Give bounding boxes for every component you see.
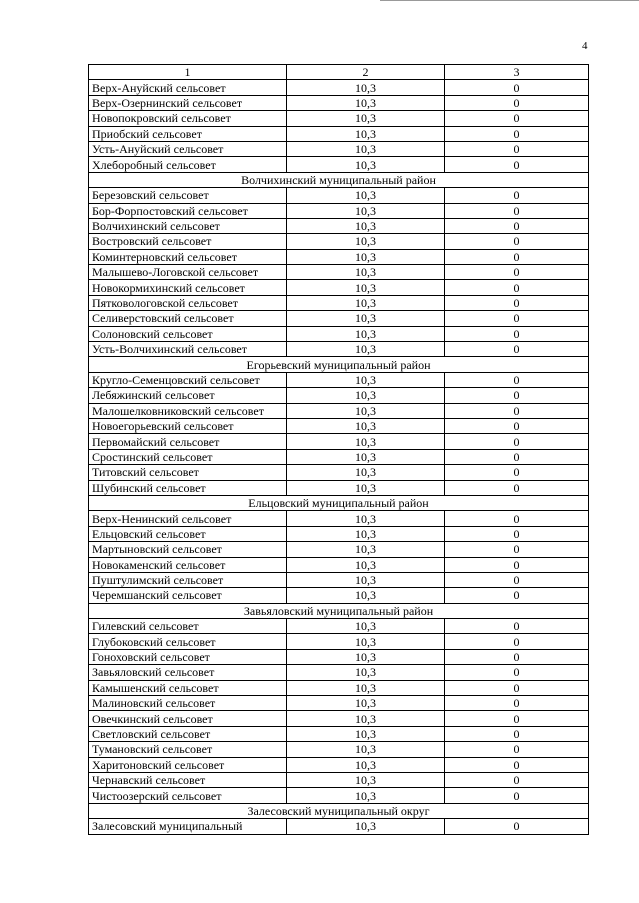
table-row	[89, 218, 589, 233]
table-row	[89, 480, 589, 495]
table-row	[89, 80, 589, 95]
name-cell: Первомайский сельсовет	[89, 434, 287, 449]
value-cell-2: 10,3	[287, 757, 445, 772]
table-row	[89, 372, 589, 387]
value-cell-2: 10,3	[287, 95, 445, 110]
table-row	[89, 757, 589, 772]
table-row	[89, 449, 589, 464]
value-cell-2: 10,3	[287, 680, 445, 695]
name-cell: Малиновский сельсовет	[89, 696, 287, 711]
table-row	[89, 203, 589, 218]
table-row	[89, 326, 589, 341]
table-row	[89, 157, 589, 172]
value-cell-2: 10,3	[287, 711, 445, 726]
table-row	[89, 696, 589, 711]
name-cell: Пятковологовской сельсовет	[89, 295, 287, 310]
value-cell-2: 10,3	[287, 434, 445, 449]
name-cell: Волчихинский сельсовет	[89, 218, 287, 233]
value-cell-2: 10,3	[287, 572, 445, 587]
value-cell-3: 0	[445, 188, 589, 203]
value-cell-3: 0	[445, 342, 589, 357]
header-cell-3: 3	[445, 65, 589, 80]
value-cell-2: 10,3	[287, 726, 445, 741]
table-row	[89, 465, 589, 480]
value-cell-2: 10,3	[287, 742, 445, 757]
value-cell-3: 0	[445, 649, 589, 664]
value-cell-2: 10,3	[287, 649, 445, 664]
table-row	[89, 711, 589, 726]
section-header-row	[89, 495, 589, 510]
table-row	[89, 388, 589, 403]
value-cell-3: 0	[445, 465, 589, 480]
name-cell: Верх-Озернинский сельсовет	[89, 95, 287, 110]
header-cell-2: 2	[287, 65, 445, 80]
table-row	[89, 111, 589, 126]
value-cell-2: 10,3	[287, 141, 445, 156]
value-cell-2: 10,3	[287, 311, 445, 326]
name-cell: Харитоновский сельсовет	[89, 757, 287, 772]
table-row	[89, 619, 589, 634]
section-header-row	[89, 172, 589, 187]
value-cell-2: 10,3	[287, 249, 445, 264]
name-cell: Чернавский сельсовет	[89, 772, 287, 787]
name-cell: Новоегорьевский сельсовет	[89, 418, 287, 433]
name-cell: Усть-Ануйский сельсовет	[89, 141, 287, 156]
name-cell: Ельцовский сельсовет	[89, 526, 287, 541]
value-cell-2: 10,3	[287, 388, 445, 403]
name-cell: Лебяжинский сельсовет	[89, 388, 287, 403]
name-cell: Новокаменский сельсовет	[89, 557, 287, 572]
table-row	[89, 649, 589, 664]
value-cell-3: 0	[445, 418, 589, 433]
table-row	[89, 434, 589, 449]
value-cell-3: 0	[445, 326, 589, 341]
value-cell-2: 10,3	[287, 372, 445, 387]
section-title: Ельцовский муниципальный район	[89, 495, 589, 510]
name-cell: Гилевский сельсовет	[89, 619, 287, 634]
table-row	[89, 634, 589, 649]
table-row	[89, 526, 589, 541]
value-cell-3: 0	[445, 588, 589, 603]
page-number: 4	[582, 40, 588, 52]
table-row	[89, 265, 589, 280]
value-cell-3: 0	[445, 526, 589, 541]
data-table	[88, 64, 589, 835]
name-cell: Шубинский сельсовет	[89, 480, 287, 495]
name-cell: Востровский сельсовет	[89, 234, 287, 249]
name-cell: Глубоковский сельсовет	[89, 634, 287, 649]
value-cell-3: 0	[445, 742, 589, 757]
section-header-row	[89, 603, 589, 618]
table-row	[89, 295, 589, 310]
value-cell-2: 10,3	[287, 418, 445, 433]
value-cell-3: 0	[445, 726, 589, 741]
value-cell-2: 10,3	[287, 295, 445, 310]
name-cell: Верх-Ненинский сельсовет	[89, 511, 287, 526]
section-title: Завьяловский муниципальный район	[89, 603, 589, 618]
value-cell-2: 10,3	[287, 696, 445, 711]
value-cell-3: 0	[445, 434, 589, 449]
table-body	[89, 65, 589, 835]
name-cell: Залесовский муниципальный	[89, 819, 287, 834]
section-header-row	[89, 357, 589, 372]
name-cell: Пуштулимский сельсовет	[89, 572, 287, 587]
value-cell-2: 10,3	[287, 188, 445, 203]
value-cell-3: 0	[445, 480, 589, 495]
name-cell: Камышенский сельсовет	[89, 680, 287, 695]
value-cell-3: 0	[445, 772, 589, 787]
table-row	[89, 665, 589, 680]
value-cell-3: 0	[445, 711, 589, 726]
data-table-container	[88, 64, 589, 835]
value-cell-3: 0	[445, 234, 589, 249]
value-cell-2: 10,3	[287, 819, 445, 834]
value-cell-2: 10,3	[287, 280, 445, 295]
value-cell-3: 0	[445, 218, 589, 233]
table-row	[89, 788, 589, 803]
name-cell: Березовский сельсовет	[89, 188, 287, 203]
name-cell: Новопокровский сельсовет	[89, 111, 287, 126]
value-cell-3: 0	[445, 819, 589, 834]
name-cell: Светловский сельсовет	[89, 726, 287, 741]
value-cell-2: 10,3	[287, 234, 445, 249]
table-row	[89, 188, 589, 203]
value-cell-2: 10,3	[287, 542, 445, 557]
value-cell-3: 0	[445, 788, 589, 803]
name-cell: Гоноховский сельсовет	[89, 649, 287, 664]
name-cell: Завьяловский сельсовет	[89, 665, 287, 680]
value-cell-3: 0	[445, 511, 589, 526]
name-cell: Селиверстовский сельсовет	[89, 311, 287, 326]
table-row	[89, 726, 589, 741]
name-cell: Приобский сельсовет	[89, 126, 287, 141]
table-row	[89, 95, 589, 110]
value-cell-3: 0	[445, 757, 589, 772]
value-cell-2: 10,3	[287, 772, 445, 787]
value-cell-3: 0	[445, 203, 589, 218]
value-cell-3: 0	[445, 372, 589, 387]
name-cell: Черемшанский сельсовет	[89, 588, 287, 603]
value-cell-2: 10,3	[287, 788, 445, 803]
value-cell-2: 10,3	[287, 634, 445, 649]
top-edge-line	[380, 0, 639, 1]
value-cell-2: 10,3	[287, 342, 445, 357]
name-cell: Овечкинский сельсовет	[89, 711, 287, 726]
table-row	[89, 280, 589, 295]
value-cell-2: 10,3	[287, 265, 445, 280]
value-cell-2: 10,3	[287, 665, 445, 680]
table-row	[89, 588, 589, 603]
value-cell-3: 0	[445, 572, 589, 587]
value-cell-3: 0	[445, 542, 589, 557]
name-cell: Тумановский сельсовет	[89, 742, 287, 757]
table-row	[89, 141, 589, 156]
table-row	[89, 418, 589, 433]
name-cell: Малошелковниковский сельсовет	[89, 403, 287, 418]
value-cell-3: 0	[445, 557, 589, 572]
value-cell-3: 0	[445, 80, 589, 95]
value-cell-2: 10,3	[287, 80, 445, 95]
value-cell-3: 0	[445, 141, 589, 156]
name-cell: Усть-Волчихинский сельсовет	[89, 342, 287, 357]
value-cell-3: 0	[445, 111, 589, 126]
value-cell-3: 0	[445, 449, 589, 464]
header-cell-1: 1	[89, 65, 287, 80]
value-cell-2: 10,3	[287, 465, 445, 480]
table-row	[89, 311, 589, 326]
table-row	[89, 572, 589, 587]
value-cell-2: 10,3	[287, 403, 445, 418]
name-cell: Коминтерновский сельсовет	[89, 249, 287, 264]
value-cell-3: 0	[445, 249, 589, 264]
value-cell-2: 10,3	[287, 157, 445, 172]
value-cell-2: 10,3	[287, 526, 445, 541]
value-cell-3: 0	[445, 126, 589, 141]
value-cell-3: 0	[445, 388, 589, 403]
value-cell-2: 10,3	[287, 126, 445, 141]
value-cell-2: 10,3	[287, 588, 445, 603]
table-row	[89, 742, 589, 757]
value-cell-2: 10,3	[287, 111, 445, 126]
value-cell-3: 0	[445, 280, 589, 295]
name-cell: Чистоозерский сельсовет	[89, 788, 287, 803]
value-cell-3: 0	[445, 295, 589, 310]
value-cell-2: 10,3	[287, 557, 445, 572]
section-title: Егорьевский муниципальный район	[89, 357, 589, 372]
table-row	[89, 819, 589, 834]
name-cell: Малышево-Логовской сельсовет	[89, 265, 287, 280]
value-cell-3: 0	[445, 680, 589, 695]
name-cell: Бор-Форпостовский сельсовет	[89, 203, 287, 218]
name-cell: Верх-Ануйский сельсовет	[89, 80, 287, 95]
section-title: Залесовский муниципальный округ	[89, 803, 589, 818]
value-cell-3: 0	[445, 95, 589, 110]
value-cell-3: 0	[445, 696, 589, 711]
table-row	[89, 342, 589, 357]
table-row	[89, 511, 589, 526]
table-row	[89, 680, 589, 695]
value-cell-2: 10,3	[287, 449, 445, 464]
value-cell-2: 10,3	[287, 218, 445, 233]
name-cell: Солоновский сельсовет	[89, 326, 287, 341]
value-cell-2: 10,3	[287, 326, 445, 341]
value-cell-2: 10,3	[287, 619, 445, 634]
value-cell-2: 10,3	[287, 480, 445, 495]
value-cell-2: 10,3	[287, 203, 445, 218]
value-cell-3: 0	[445, 265, 589, 280]
name-cell: Мартыновский сельсовет	[89, 542, 287, 557]
table-row	[89, 403, 589, 418]
table-row	[89, 234, 589, 249]
table-row	[89, 772, 589, 787]
section-title: Волчихинский муниципальный район	[89, 172, 589, 187]
name-cell: Новокормихинский сельсовет	[89, 280, 287, 295]
value-cell-3: 0	[445, 311, 589, 326]
name-cell: Хлеборобный сельсовет	[89, 157, 287, 172]
value-cell-3: 0	[445, 665, 589, 680]
name-cell: Сростинский сельсовет	[89, 449, 287, 464]
name-cell: Титовский сельсовет	[89, 465, 287, 480]
table-row	[89, 542, 589, 557]
table-row	[89, 126, 589, 141]
table-row	[89, 557, 589, 572]
value-cell-3: 0	[445, 403, 589, 418]
value-cell-3: 0	[445, 634, 589, 649]
value-cell-3: 0	[445, 157, 589, 172]
value-cell-2: 10,3	[287, 511, 445, 526]
table-row	[89, 249, 589, 264]
name-cell: Кругло-Семенцовский сельсовет	[89, 372, 287, 387]
value-cell-3: 0	[445, 619, 589, 634]
section-header-row	[89, 803, 589, 818]
table-header-row	[89, 65, 589, 80]
